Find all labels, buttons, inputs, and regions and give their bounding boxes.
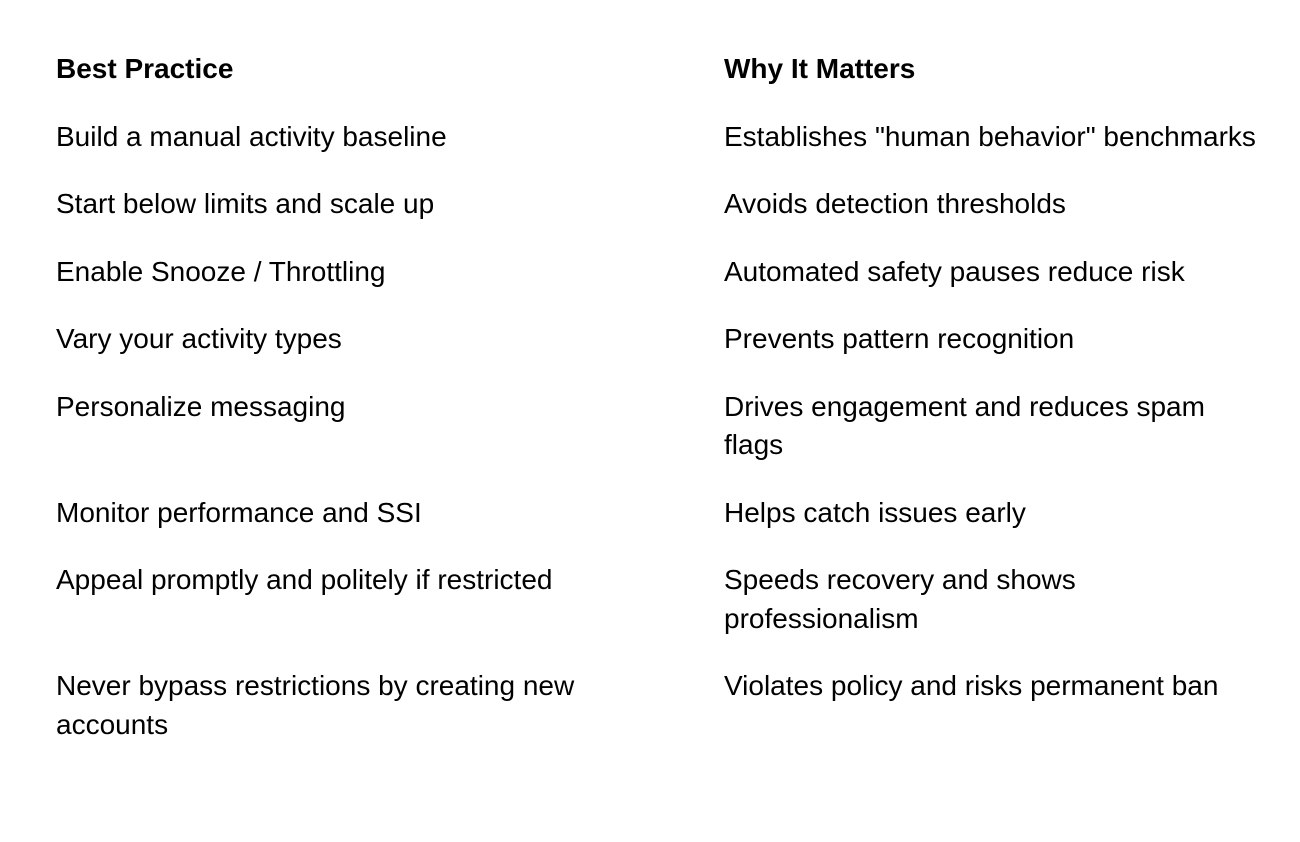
table-row [56,494,1256,562]
best-practice-cell: Personalize messaging [56,390,346,422]
header-best-practice: Best Practice [56,53,234,84]
why-it-matters-cell: Helps catch issues early [724,496,1026,528]
table-header [56,50,1256,118]
best-practice-cell: Vary your activity types [56,323,342,354]
table-row [56,118,1256,186]
why-it-matters-cell: Violates policy and risks permanent ban [724,670,1219,701]
best-practices-table [56,50,1256,773]
best-practice-cell: Never bypass restrictions by creating new accounts [56,670,575,740]
why-it-matters-cell: Prevents pattern recognition [724,323,1075,354]
why-it-matters-cell: Establishes "human behavior" benchmarks [724,120,1256,152]
best-practice-cell: Enable Snooze / Throttling [56,255,386,287]
why-it-matters-cell: Drives engagement and reduces spam flags [724,390,1205,460]
header-row [56,50,1256,118]
table-row [56,667,1256,773]
header-why-it-matters: Why It Matters [724,53,916,84]
best-practice-cell: Start below limits and scale up [56,188,435,219]
why-it-matters-cell: Speeds recovery and shows professionalism [724,564,1076,634]
best-practice-cell: Appeal promptly and politely if restricted [56,564,553,595]
why-it-matters-cell: Automated safety pauses reduce risk [724,255,1185,287]
table-row [56,185,1256,253]
table-row [56,253,1256,321]
why-it-matters-cell: Avoids detection thresholds [724,188,1066,219]
best-practice-cell: Monitor performance and SSI [56,496,422,528]
table-row [56,320,1256,388]
best-practice-cell: Build a manual activity baseline [56,120,447,152]
table-body [56,118,1256,774]
table-row [56,388,1256,494]
table-row [56,561,1256,667]
